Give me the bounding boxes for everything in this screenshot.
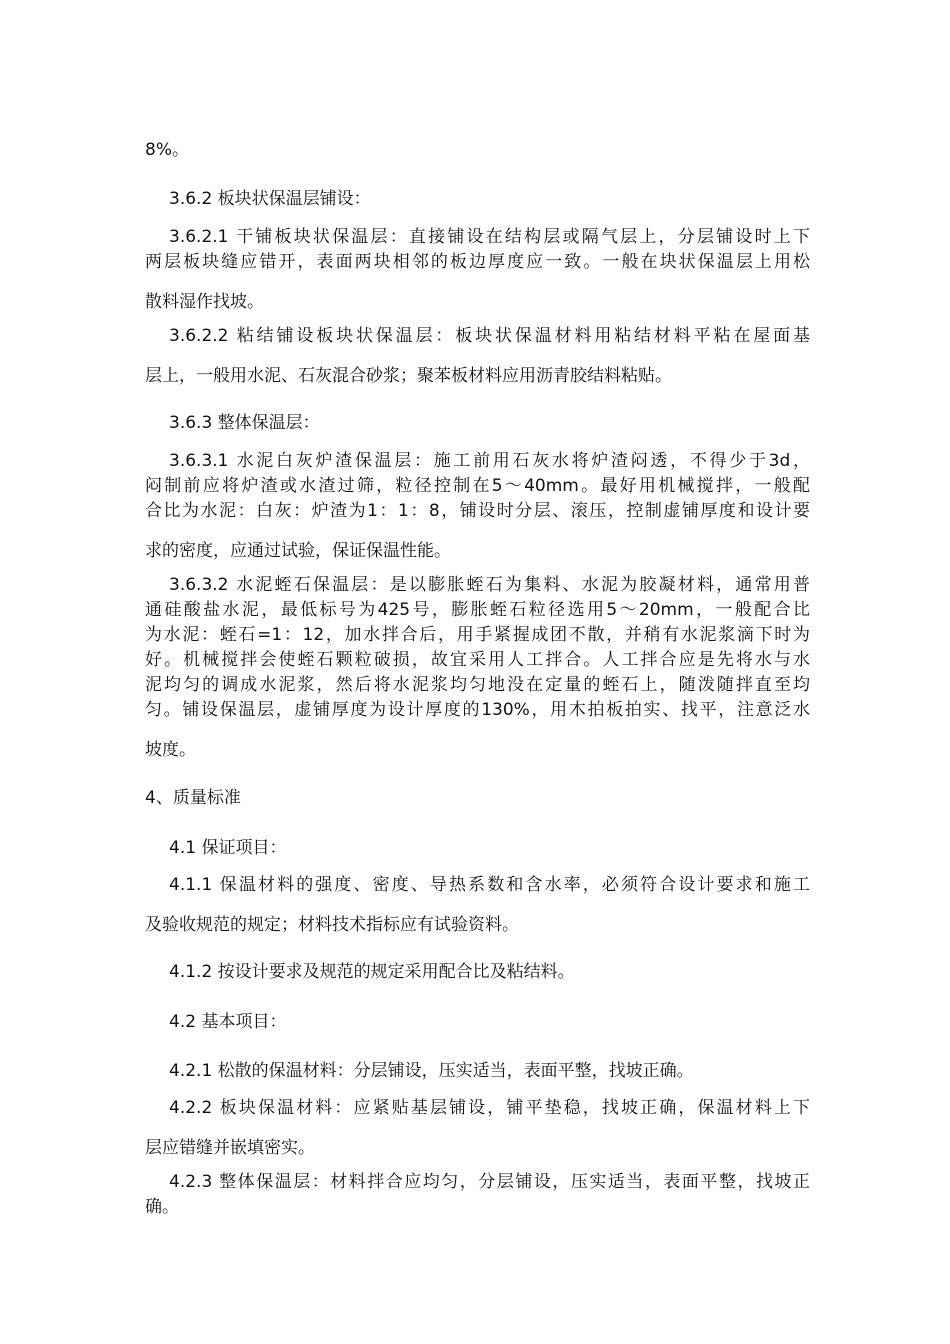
text-line: 3.6.3.1 水泥白灰炉渣保温层：施工前用石灰水将炉渣闷透，不得少于3d， xyxy=(169,451,810,471)
paragraph-3-6-2-1 xyxy=(145,225,810,315)
text-line: 4.2.2 板块保温材料：应紧贴基层铺设，铺平垫稳，找坡正确，保温材料上下 xyxy=(169,1098,810,1118)
heading-4-1 xyxy=(145,836,810,861)
text-line: 层上，一般用水泥、石灰混合砂浆；聚苯板材料应用沥青胶结料粘贴。 xyxy=(145,366,672,386)
text-line: 通硅酸盐水泥，最低标号为425号，膨胀蛭石粒径选用5～20mm，一般配合比 xyxy=(145,600,810,620)
text-line: 好。机械搅拌会使蛭石颗粒破损，故宜采用人工拌合。人工拌合应是先将水与水 xyxy=(145,650,810,670)
paragraph-3-6-2-2 xyxy=(145,324,810,389)
text-line: 8%。 xyxy=(145,140,189,160)
text-line: 3.6.3 整体保温层： xyxy=(169,413,320,433)
text-line: 为水泥：蛭石=1：12，加水拌合后，用手紧握成团不散，并稍有水泥浆滴下时为 xyxy=(145,625,810,645)
text-line: 4.1 保证项目： xyxy=(169,838,287,858)
heading-3-6-3 xyxy=(145,411,810,436)
text-line: 3.6.2.2 粘结铺设板块状保温层：板块状保温材料用粘结材料平粘在屋面基 xyxy=(169,326,810,346)
text-line: 求的密度，应通过试验，保证保温性能。 xyxy=(145,541,451,561)
paragraph-4-1-2 xyxy=(145,960,810,985)
paragraph-4-2-3 xyxy=(145,1170,810,1220)
paragraph-4-1-1 xyxy=(145,873,810,938)
text-line: 坡度。 xyxy=(145,740,196,760)
text-line: 确。 xyxy=(145,1197,179,1217)
text-line: 4.2 基本项目： xyxy=(169,1012,287,1032)
text-line: 散料湿作找坡。 xyxy=(145,292,264,312)
paragraph-3-6-3-1 xyxy=(145,449,810,564)
paragraph-4-2-2 xyxy=(145,1096,810,1161)
text-line: 3.6.3.2 水泥蛭石保温层：是以膨胀蛭石为集料、水泥为胶凝材料，通常用普 xyxy=(169,575,810,595)
text-line: 4、质量标准 xyxy=(145,788,241,808)
text-line: 4.1.2 按设计要求及规范的规定采用配合比及粘结料。 xyxy=(169,962,575,982)
text-line: 闷制前应将炉渣或水渣过筛，粒径控制在5～40mm。最好用机械搅拌，一般配 xyxy=(145,476,810,496)
paragraph-3-6-3-2 xyxy=(145,573,810,763)
text-line: 两层板块缝应错开，表面两块相邻的板边厚度应一致。一般在块状保温层上用松 xyxy=(145,252,810,272)
heading-4-2 xyxy=(145,1010,810,1035)
heading-3-6-2 xyxy=(145,187,810,212)
text-line: 4.2.3 整体保温层：材料拌合应均匀，分层铺设，压实适当，表面平整，找坡正 xyxy=(169,1172,810,1192)
text-line: 匀。铺设保温层，虚铺厚度为设计厚度的130%，用木拍板拍实、找平，注意泛水 xyxy=(145,700,810,720)
section-title-4 xyxy=(145,786,810,811)
text-line: 4.2.1 松散的保温材料：分层铺设，压实适当，表面平整，找坡正确。 xyxy=(169,1061,694,1081)
text-line: 泥均匀的调成水泥浆，然后将水泥浆均匀地没在定量的蛭石上，随泼随拌直至均 xyxy=(145,675,810,695)
text-line: 4.1.1 保温材料的强度、密度、导热系数和含水率，必须符合设计要求和施工 xyxy=(169,875,810,895)
text-line: 合比为水泥：白灰：炉渣为1：1：8，铺设时分层、滚压，控制虚铺厚度和设计要 xyxy=(145,501,810,521)
paragraph-continuation xyxy=(145,138,810,163)
paragraph-4-2-1 xyxy=(145,1059,810,1084)
text-line: 层应错缝并嵌填密实。 xyxy=(145,1138,315,1158)
text-line: 及验收规范的规定；材料技术指标应有试验资料。 xyxy=(145,915,519,935)
text-line: 3.6.2 板块状保温层铺设： xyxy=(169,189,371,209)
text-line: 3.6.2.1 干铺板块状保温层：直接铺设在结构层或隔气层上，分层铺设时上下 xyxy=(169,227,810,247)
